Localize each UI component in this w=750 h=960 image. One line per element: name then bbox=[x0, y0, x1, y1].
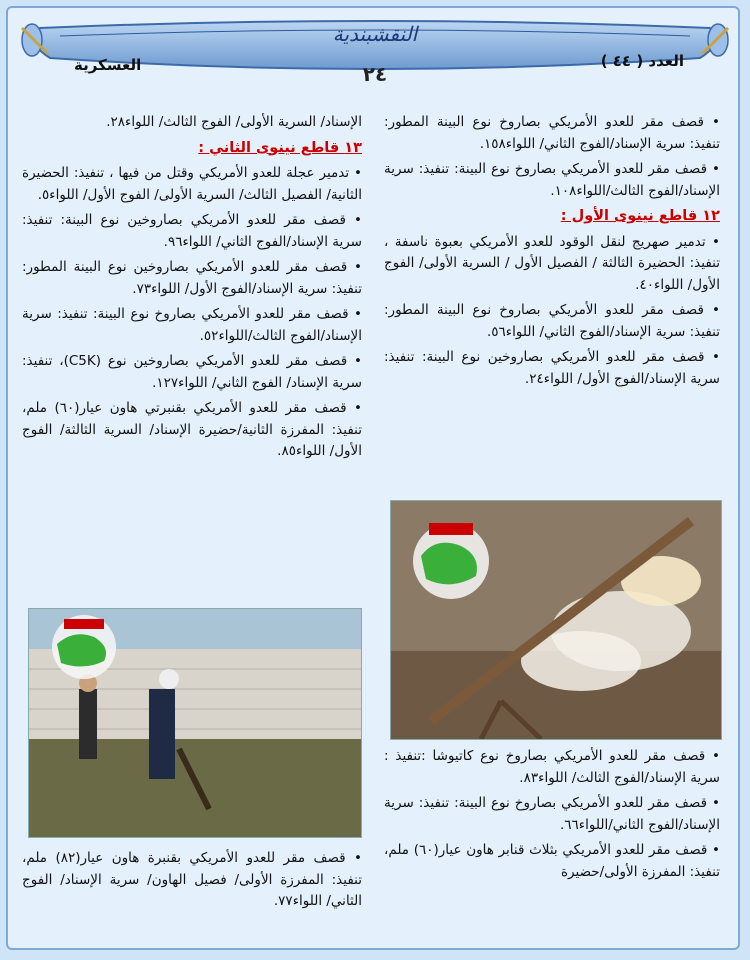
right-column-lower bbox=[384, 746, 720, 887]
page-number: ٢٤ bbox=[362, 62, 388, 86]
header-banner bbox=[20, 18, 730, 88]
list-item: • قصف مقر للعدو الأمريكي بصاروخ نوع البينة المطور: تنفيذ: سرية الإسناد/الفوج الثاني/ اللواء٥٦. bbox=[384, 302, 720, 340]
section-label: العسكرية bbox=[74, 56, 142, 74]
list-item: • قصف مقر للعدو الأمريكي بصاروخ نوع البينة المطور: تنفيذ: سرية الإسناد/الفوج الثاني/ اللواء١٥٨. bbox=[384, 114, 720, 152]
list-item: • قصف مقر للعدو الأمريكي بثلاث قنابر هاون عيار(٦٠) ملم، تنفيذ: المفرزة الأولى/حضيرة bbox=[384, 842, 720, 880]
rocket-launch-photo bbox=[390, 500, 722, 740]
list-item: الإسناد/ السرية الأولى/ الفوج الثالث/ اللواء٢٨. bbox=[106, 114, 362, 130]
left-column-lower bbox=[22, 848, 362, 917]
list-item: • قصف مقر للعدو الأمريكي بصاروخين نوع البينة: تنفيذ: سرية الإسناد/الفوج الثاني/ اللواء٩٦. bbox=[22, 212, 362, 250]
emblem-icon bbox=[52, 615, 116, 679]
list-item: • قصف مقر للعدو الأمريكي بقنبرة هاون عيار(٨٢) ملم، تنفيذ: المفرزة الأولى/ فصيل الهاون/ سرية الإسناد/ الفوج الثاني/ اللواء٧٧. bbox=[22, 850, 362, 909]
list-item: • قصف مقر للعدو الأمريكي بصاروخين نوع (C5K)، تنفيذ: سرية الإسناد/ الفوج الثاني/ اللواء١٢٧. bbox=[22, 353, 362, 391]
list-item: • قصف مقر للعدو الأمريكي بصاروخ نوع البينة: تنفيذ: سرية الإسناد/الفوج الثالث/اللواء٥٢. bbox=[22, 306, 362, 344]
magazine-title: النقشبندية bbox=[332, 22, 418, 46]
list-item: • قصف مقر للعدو الأمريكي بصاروخين نوع البينة المطور: تنفيذ: سرية الإسناد/الفوج الأول/ اللواء٧٣. bbox=[22, 259, 362, 297]
issue-number: العدد ( ٤٤ ) bbox=[600, 52, 684, 70]
list-item: • قصف مقر للعدو الأمريكي بصاروخ نوع كاتيوشا :تنفيذ : سرية الإسناد/الفوج الثالث/ اللواء٨٣. bbox=[384, 748, 720, 786]
list-item: • قصف مقر للعدو الأمريكي بصاروخ نوع البينة: تنفيذ: سرية الإسناد/الفوج الثالث/اللواء١٠٨. bbox=[384, 161, 720, 199]
section-heading-nineveh-2: ١٣ قاطع نينوى الثاني : bbox=[198, 139, 362, 156]
list-item: • تدمير صهريج لنقل الوقود للعدو الأمريكي بعبوة ناسفة ، تنفيذ: الحضيرة الثالثة / الفصيل الأول / السرية الأولى/ الفوج الأول/ اللواء٤٠. bbox=[384, 233, 720, 293]
list-item: • قصف مقر للعدو الأمريكي بقنبرتي هاون عيار(٦٠) ملم، تنفيذ: المفرزة الثانية/حضيرة الإسناد/ السرية الثالثة/ الفوج الأول/ اللواء٨٥. bbox=[22, 400, 362, 459]
list-item: • قصف مقر للعدو الأمريكي بصاروخين نوع البينة: تنفيذ: سرية الإسناد/الفوج الأول/ اللواء٢٤. bbox=[384, 349, 720, 387]
right-column bbox=[384, 112, 720, 394]
left-column bbox=[22, 112, 362, 467]
emblem-icon bbox=[413, 523, 489, 599]
list-item: • تدمير عجلة للعدو الأمريكي وقتل من فيها ، تنفيذ: الحضيرة الثانية/ الفصيل الثالث/ السرية الأولى/ الفوج الأول/ اللواء٥. bbox=[22, 165, 362, 203]
list-item: • قصف مقر للعدو الأمريكي بصاروخ نوع البينة: تنفيذ: سرية الإسناد/الفوج الثاني/اللواء٦٦. bbox=[384, 795, 720, 833]
mortar-crew-photo bbox=[28, 608, 362, 838]
section-heading-nineveh-1: ١٢ قاطع نينوى الأول : bbox=[560, 208, 720, 224]
